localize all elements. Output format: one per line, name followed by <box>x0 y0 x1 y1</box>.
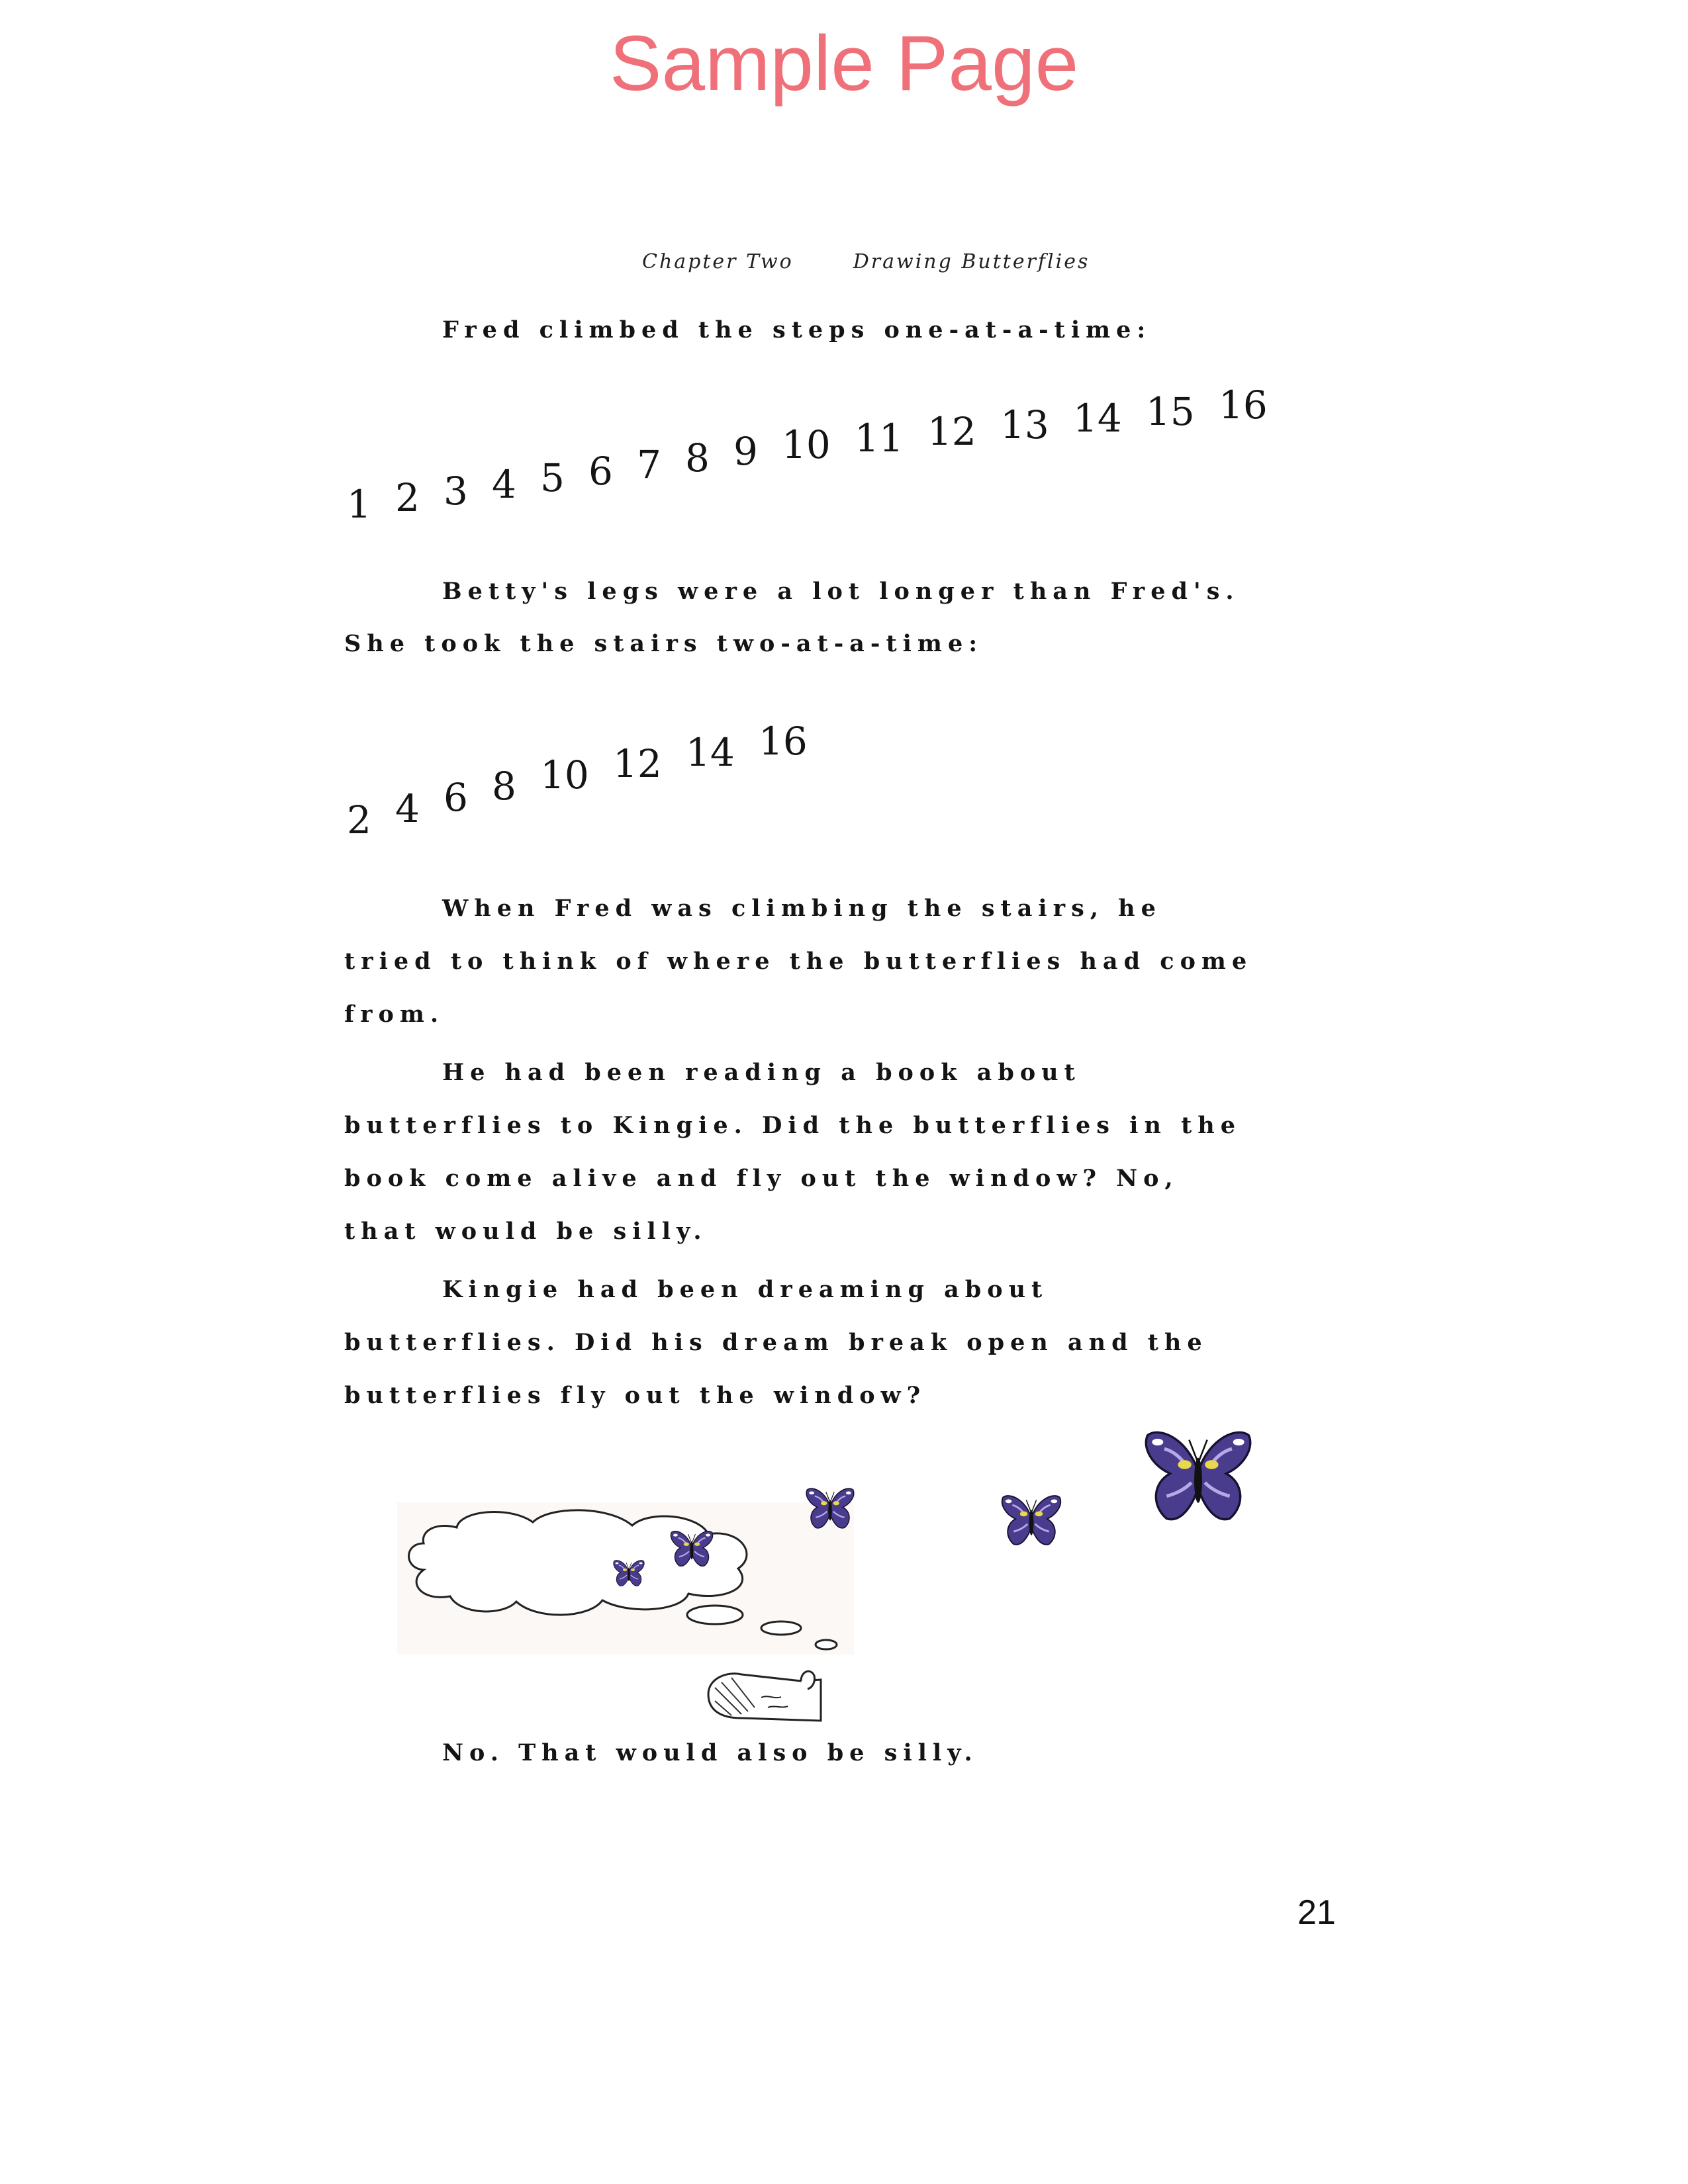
butterfly-icon <box>1142 1426 1254 1525</box>
para-he-line-3: book come alive and fly out the window? No, <box>344 1165 1179 1192</box>
step-number-12: 12 <box>613 741 662 786</box>
para-fred-climbed: Fred climbed the steps one-at-a-time: <box>442 316 1152 343</box>
para-he-line-2: butterflies to Kingie. Did the butterflies in the <box>344 1112 1241 1139</box>
step-number-14: 14 <box>1073 396 1122 441</box>
running-head <box>642 250 1090 273</box>
para-he-line-1: He had been reading a book about <box>442 1059 1081 1086</box>
butterfly-icon <box>804 1486 856 1531</box>
step-number-4: 4 <box>492 462 516 507</box>
para-betty-line-2: She took the stairs two-at-a-time: <box>344 630 984 657</box>
step-number-9: 9 <box>733 429 758 474</box>
para-when-line-3: from. <box>344 1001 445 1028</box>
para-no-silly: No. That would also be silly. <box>442 1739 978 1766</box>
step-number-6: 6 <box>588 449 613 494</box>
step-number-1: 1 <box>347 482 371 527</box>
sleeping-kingie-drawing <box>708 1671 821 1721</box>
butterfly-icon <box>612 1559 645 1588</box>
para-betty-line-1: Betty's legs were a lot longer than Fred's. <box>442 578 1240 605</box>
butterfly-icon <box>1000 1492 1063 1548</box>
butterfly-icon <box>669 1529 715 1569</box>
step-number-16: 16 <box>759 719 808 764</box>
step-number-12: 12 <box>927 409 976 454</box>
step-number-8: 8 <box>685 435 710 480</box>
dream-cloud-illustration <box>397 1502 861 1741</box>
step-number-7: 7 <box>637 442 661 487</box>
chapter-label: Chapter Two <box>642 250 794 273</box>
thought-bubble-large <box>687 1606 743 1624</box>
page-number: 21 <box>1297 1893 1336 1932</box>
para-when-line-1: When Fred was climbing the stairs, he <box>442 895 1162 922</box>
step-number-15: 15 <box>1146 389 1195 434</box>
step-number-5: 5 <box>540 455 565 500</box>
para-kingie-line-2: butterflies. Did his dream break open and the <box>344 1329 1208 1356</box>
step-number-6: 6 <box>444 775 468 820</box>
step-number-2: 2 <box>395 475 420 520</box>
step-number-16: 16 <box>1219 383 1268 428</box>
step-number-2: 2 <box>347 797 371 842</box>
step-number-14: 14 <box>686 730 735 775</box>
para-kingie-line-1: Kingie had been dreaming about <box>442 1276 1049 1303</box>
step-number-11: 11 <box>855 416 904 461</box>
para-he-line-4: that would be silly. <box>344 1218 708 1245</box>
step-number-13: 13 <box>1000 402 1049 447</box>
step-number-10: 10 <box>782 422 831 467</box>
thought-bubble-medium <box>761 1621 801 1635</box>
chapter-title: Drawing Butterflies <box>853 250 1090 273</box>
step-number-3: 3 <box>444 469 468 514</box>
para-when-line-2: tried to think of where the butterflies had come <box>344 948 1253 975</box>
sample-page-watermark: Sample Page <box>609 20 1079 107</box>
para-kingie-line-3: butterflies fly out the window? <box>344 1382 927 1409</box>
thought-bubble-small <box>816 1640 837 1649</box>
step-number-4: 4 <box>395 786 420 831</box>
step-number-10: 10 <box>540 752 589 797</box>
step-number-8: 8 <box>492 764 516 809</box>
